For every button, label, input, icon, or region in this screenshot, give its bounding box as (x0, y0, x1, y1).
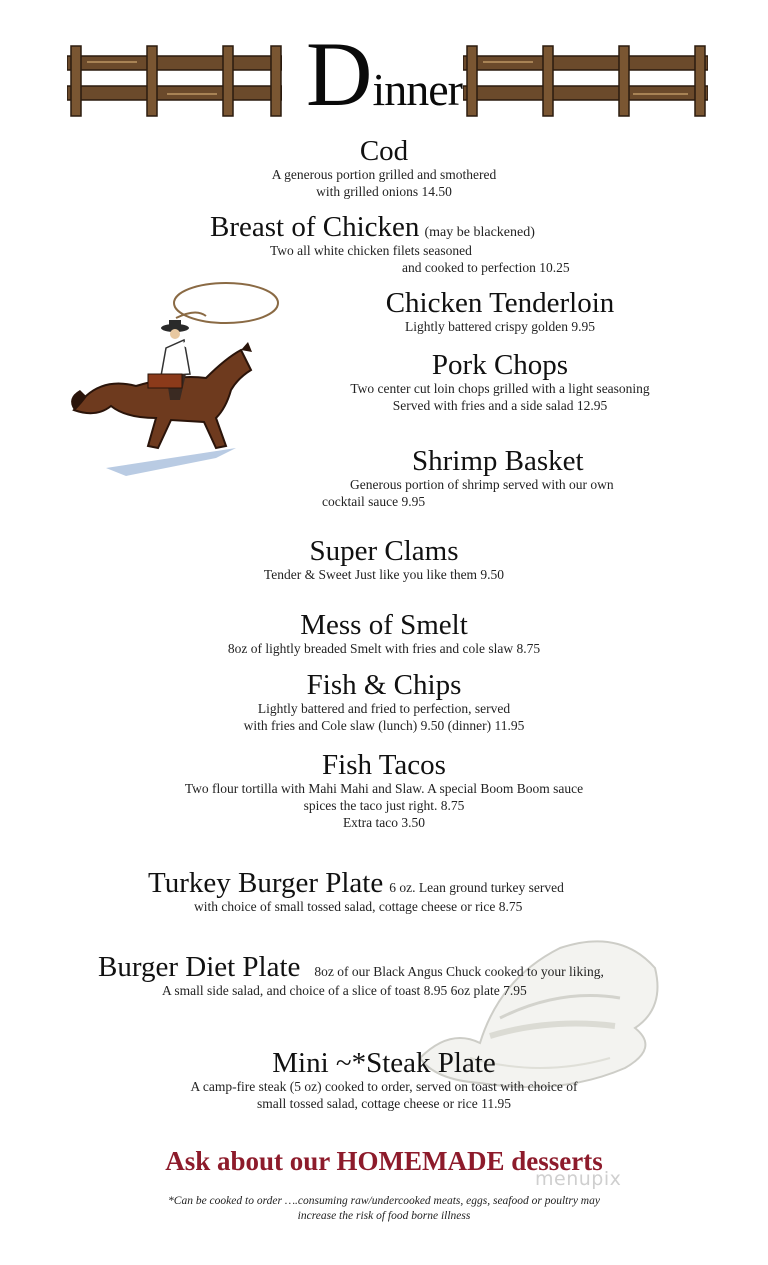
item-desc: spices the taco just right. 8.75 (303, 798, 465, 814)
item-desc: Lightly battered and fried to perfection, served (257, 701, 511, 717)
item-desc: and cooked to perfection 10.25 (402, 260, 570, 276)
disclaimer-line: increase the risk of food borne illness (297, 1210, 471, 1222)
item-name: Super Clams (309, 535, 459, 567)
title-initial: D (306, 23, 373, 125)
watermark-logo: menupix (535, 1168, 622, 1190)
item-desc: 6 oz. Lean ground turkey served (389, 880, 564, 895)
menu-item-chicken-tenderloin (350, 288, 650, 335)
item-desc: A generous portion grilled and smothered (271, 167, 497, 183)
wooden-fence-icon (463, 40, 708, 118)
item-name: Fish Tacos (322, 749, 446, 781)
item-desc: with fries and Cole slaw (lunch) 9.50 (dinner) 11.95 (243, 718, 525, 734)
item-desc: A camp-fire steak (5 oz) cooked to order, served on toast with choice of (190, 1079, 578, 1095)
item-desc: 8oz of our Black Angus Chuck cooked to your liking, (314, 964, 604, 979)
item-name: Cod (359, 135, 409, 167)
item-name: Pork Chops (431, 349, 569, 381)
item-desc: cocktail sauce 9.95 (322, 494, 426, 510)
menu-item-pork-chops (300, 350, 700, 414)
item-name: Shrimp Basket (412, 445, 584, 477)
menu-item-fish-tacos (0, 750, 768, 831)
item-desc: with choice of small tossed salad, cottage cheese or rice 8.75 (194, 899, 523, 915)
menu-item-cod (0, 136, 768, 200)
menu-item-burger-diet-plate (98, 952, 698, 999)
item-desc: Extra taco 3.50 (342, 815, 426, 831)
title-rest: inner (372, 64, 462, 115)
item-name: Fish & Chips (306, 669, 462, 701)
item-desc: Served with fries and a side salad 12.95 (392, 398, 608, 414)
menu-item-shrimp-basket (322, 446, 702, 510)
item-desc: Tender & Sweet Just like you like them 9.50 (263, 567, 505, 583)
item-name: Turkey Burger Plate (148, 867, 384, 899)
item-desc: Two flour tortilla with Mahi Mahi and Slaw. A special Boom Boom sauce (184, 781, 584, 797)
item-desc: Generous portion of shrimp served with our own (350, 477, 614, 493)
disclaimer-line: *Can be cooked to order ….consuming raw/undercooked meats, eggs, seafood or poultry may (168, 1195, 600, 1207)
item-desc: Lightly battered crispy golden 9.95 (404, 319, 596, 335)
menu-item-mini-steak-plate (0, 1048, 768, 1112)
menu-item-breast-of-chicken (210, 212, 630, 276)
item-name: Burger Diet Plate (98, 951, 301, 983)
item-name: Breast of Chicken (210, 211, 420, 243)
menu-item-fish-and-chips (0, 670, 768, 734)
item-name: Mini ~*Steak Plate (272, 1047, 496, 1079)
menu-item-mess-of-smelt (0, 610, 768, 657)
item-note: (may be blackened) (424, 225, 535, 240)
item-desc: Two all white chicken filets seasoned (270, 243, 472, 259)
menu-item-turkey-burger-plate (148, 868, 638, 915)
item-desc: Two center cut loin chops grilled with a light seasoning (350, 381, 650, 397)
cowboy-lasso-horse-icon (66, 278, 286, 478)
desserts-callout: Ask about our HOMEMADE desserts (165, 1146, 603, 1176)
item-name: Chicken Tenderloin (385, 287, 615, 319)
health-disclaimer (0, 1194, 768, 1224)
item-desc: with grilled onions 14.50 (316, 184, 452, 200)
item-name: Mess of Smelt (300, 609, 468, 641)
item-desc: small tossed salad, cottage cheese or rice 11.95 (256, 1096, 512, 1112)
menu-item-super-clams (0, 536, 768, 583)
item-desc: A small side salad, and choice of a slice of toast 8.95 6oz plate 7.95 (162, 983, 527, 999)
item-desc: 8oz of lightly breaded Smelt with fries and cole slaw 8.75 (227, 641, 541, 657)
